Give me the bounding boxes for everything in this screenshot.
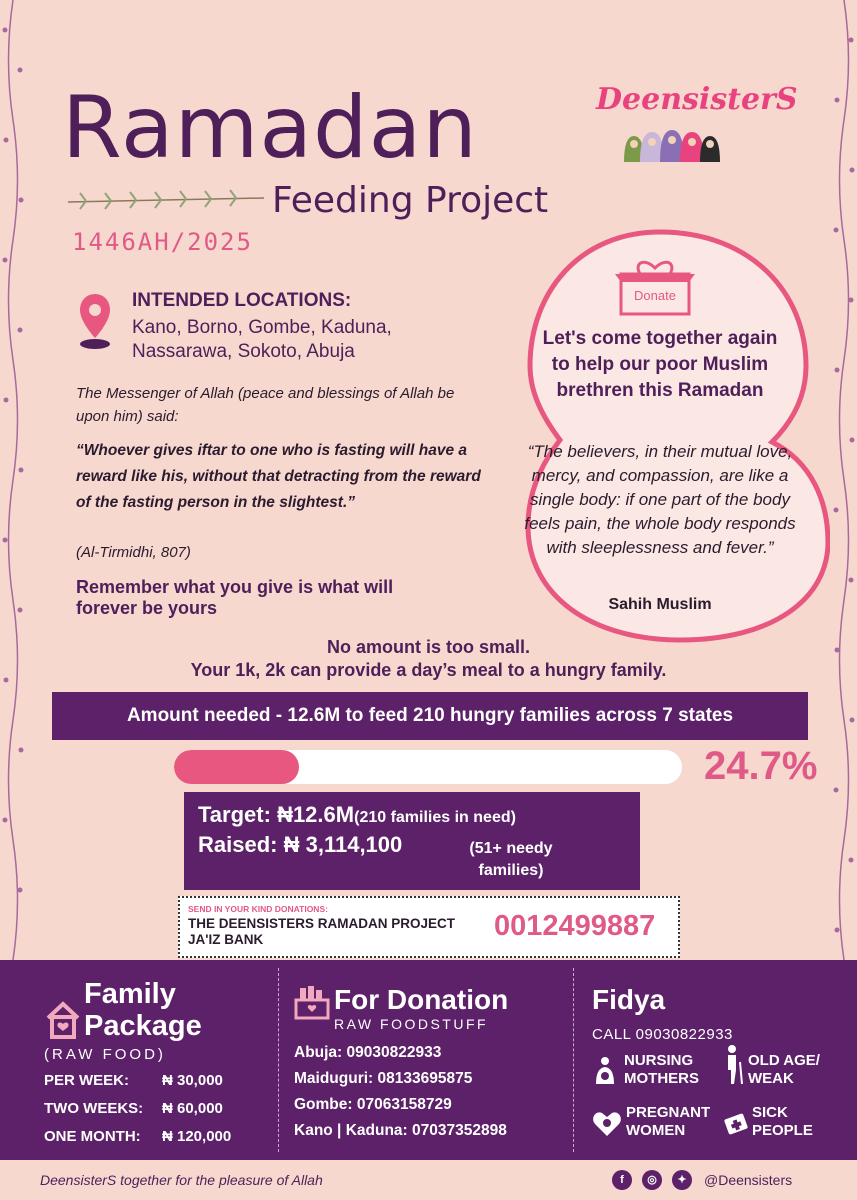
donation-contact: Maiduguri: 08133695875 bbox=[294, 1070, 473, 1087]
bank-intro-label: SEND IN YOUR KIND DONATIONS: bbox=[188, 904, 328, 914]
no-amount-line-1: No amount is too small. bbox=[326, 637, 531, 657]
donate-label: Donate bbox=[634, 288, 676, 303]
raised-amount: ₦ 3,114,100 bbox=[283, 832, 403, 857]
price-value: ₦ 60,000 bbox=[162, 1100, 223, 1117]
price-label: PER WEEK: bbox=[44, 1072, 130, 1089]
donate-box-icon bbox=[615, 242, 695, 316]
target-label: Target: bbox=[198, 802, 271, 827]
target-raised-box bbox=[184, 792, 640, 890]
fidya-item-line: SICK bbox=[752, 1104, 788, 1121]
reminder-text: Remember what you give is what will forever be yours bbox=[76, 577, 394, 618]
fidya-item-line: PEOPLE bbox=[752, 1122, 813, 1139]
account-number: 0012499887 bbox=[494, 910, 656, 942]
fidya-item-line: OLD AGE/ bbox=[748, 1052, 820, 1069]
hadith-quote: “Whoever gives iftar to one who is fasting will have a reward like his, without that detracting from the reward of the fasting person in the slightest.” bbox=[76, 442, 481, 511]
hadith-intro: The Messenger of Allah (peace and blessings of Allah be upon him) said: bbox=[76, 385, 455, 425]
family-package-title bbox=[84, 978, 202, 1042]
fidya-item-line: MOTHERS bbox=[624, 1070, 699, 1087]
bank-details-card bbox=[178, 896, 680, 958]
house-heart-icon bbox=[44, 1000, 82, 1040]
locations-list: Kano, Borno, Gombe, Kaduna, Nassarawa, Sokoto, Abuja bbox=[132, 317, 392, 362]
fidya-item-line: PREGNANT bbox=[626, 1104, 711, 1121]
raised-line bbox=[198, 832, 402, 858]
donation-contact: Gombe: 07063158729 bbox=[294, 1096, 452, 1113]
family-package-subtitle: (RAW FOOD) bbox=[44, 1046, 166, 1063]
twitter-icon[interactable]: ✦ bbox=[672, 1170, 692, 1190]
deensisters-logo bbox=[596, 74, 798, 169]
bottom-info-panel bbox=[0, 960, 857, 1160]
target-line bbox=[198, 802, 516, 828]
page-title: Ramadan bbox=[62, 78, 478, 178]
fidya-call-number: CALL 09030822933 bbox=[592, 1026, 733, 1043]
donation-contact: Abuja: 09030822933 bbox=[294, 1044, 442, 1061]
footer-tagline: DeensisterS together for the pleasure of Allah bbox=[40, 1172, 323, 1188]
left-vine-border bbox=[0, 0, 26, 960]
raised-label: Raised: bbox=[198, 832, 278, 857]
price-label: ONE MONTH: bbox=[44, 1128, 141, 1145]
fidya-nursing-mothers bbox=[624, 1052, 699, 1088]
no-amount-line-2: Your 1k, 2k can provide a day’s meal to a hungry family. bbox=[190, 660, 667, 680]
pregnant-woman-icon bbox=[592, 1108, 622, 1138]
sisters-illustration-icon bbox=[616, 122, 726, 162]
progress-fill bbox=[174, 750, 299, 784]
fidya-title: Fidya bbox=[592, 984, 666, 1015]
right-vine-border bbox=[831, 0, 857, 960]
elderly-icon bbox=[722, 1044, 746, 1084]
account-name: THE DEENSISTERS RAMADAN PROJECT bbox=[188, 916, 456, 931]
bank-name: JA'IZ BANK bbox=[188, 932, 264, 947]
social-handle[interactable]: @Deensisters bbox=[704, 1172, 793, 1188]
hadith-reference: (Al-Tirmidhi, 807) bbox=[76, 544, 191, 561]
price-value: ₦ 120,000 bbox=[162, 1128, 232, 1145]
food-box-icon bbox=[294, 984, 330, 1020]
fidya-pregnant-women bbox=[626, 1104, 710, 1140]
donation-title: For Donation bbox=[334, 984, 509, 1015]
facebook-icon[interactable]: f bbox=[612, 1170, 632, 1190]
fidya-item-line: WEAK bbox=[748, 1070, 794, 1087]
page-subtitle: Feeding Project bbox=[272, 180, 549, 221]
donation-subtitle: RAW FOODSTUFF bbox=[334, 1016, 489, 1032]
price-label: TWO WEEKS: bbox=[44, 1100, 144, 1117]
come-together-text: Let's come together again to help our poor Muslim brethren this Ramadan bbox=[542, 328, 778, 401]
locations-heading: INTENDED LOCATIONS: bbox=[132, 290, 352, 311]
leaf-sprig-decoration bbox=[66, 180, 266, 220]
family-title-line-1: Family bbox=[84, 978, 176, 1010]
appeal-panel bbox=[520, 226, 830, 646]
amount-needed-banner: Amount needed - 12.6M to feed 210 hungry families across 7 states bbox=[52, 692, 808, 740]
fidya-sick-people bbox=[752, 1104, 813, 1140]
no-amount-message bbox=[20, 636, 837, 682]
believers-quote: “The believers, in their mutual love, mercy, and compassion, are like a single body: if one part of the body feels pain, the whole body responds with sleeplessness and fever.” bbox=[524, 442, 796, 557]
column-divider bbox=[573, 968, 574, 1152]
instagram-icon[interactable]: ◎ bbox=[642, 1170, 662, 1190]
believers-quote-source: Sahih Muslim bbox=[608, 596, 712, 613]
fundraising-progress-bar bbox=[174, 750, 682, 784]
price-value: ₦ 30,000 bbox=[162, 1072, 223, 1089]
family-title-line-2: Package bbox=[84, 1010, 202, 1042]
location-pin-icon bbox=[78, 292, 112, 352]
column-divider bbox=[278, 968, 279, 1152]
donation-contact: Kano | Kaduna: 07037352898 bbox=[294, 1122, 507, 1139]
fidya-item-line: NURSING bbox=[624, 1052, 694, 1069]
nursing-mother-icon bbox=[592, 1056, 618, 1086]
footer bbox=[0, 1160, 857, 1200]
progress-percent: 24.7% bbox=[704, 744, 818, 788]
target-amount: ₦12.6M bbox=[277, 802, 355, 827]
fidya-old-age bbox=[748, 1052, 820, 1088]
fidya-item-line: WOMEN bbox=[626, 1122, 686, 1139]
bank-account-name bbox=[188, 916, 455, 948]
raised-note: (51+ needy families) bbox=[469, 840, 553, 879]
target-note: (210 families in need) bbox=[354, 809, 516, 826]
logo-text: DeensisterS bbox=[596, 82, 798, 117]
sick-person-icon bbox=[722, 1108, 750, 1136]
year-label: 1446AH/2025 bbox=[72, 228, 253, 256]
